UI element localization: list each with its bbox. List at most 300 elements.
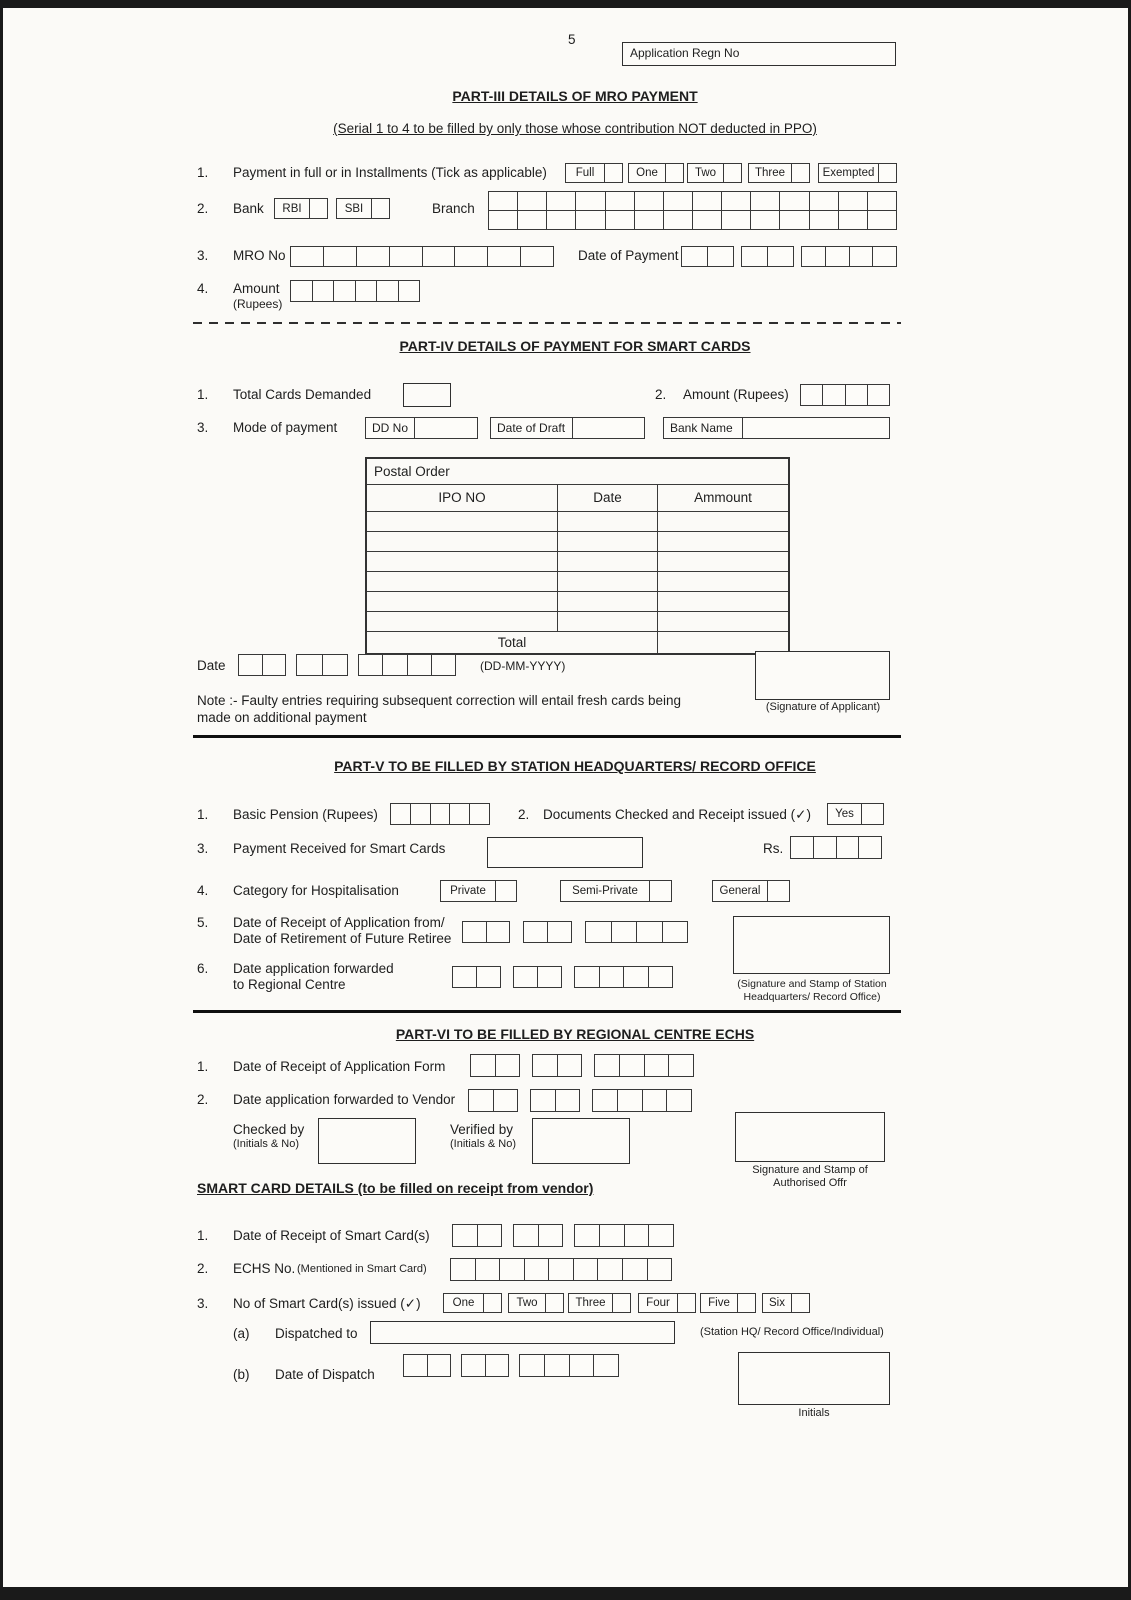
grid-cell[interactable]	[693, 191, 722, 211]
dd-no-label: DD No	[365, 417, 415, 439]
postal-date-cell[interactable]	[557, 612, 657, 631]
payment-date-day-cells[interactable]	[681, 246, 734, 267]
grid-cell[interactable]	[470, 1054, 496, 1077]
grid-cell[interactable]	[519, 1354, 545, 1377]
cards-two-label: Two	[508, 1293, 546, 1313]
grid-cell[interactable]	[488, 246, 521, 267]
p3-item1-num: 1.	[197, 165, 209, 180]
grid-cell[interactable]	[452, 966, 477, 988]
verified-by-box[interactable]	[532, 1118, 630, 1164]
sc-receipt-date-day-cells[interactable]	[452, 1224, 502, 1247]
postal-order-title: Postal Order	[374, 464, 450, 479]
grid-cell[interactable]	[664, 210, 693, 230]
initials-box[interactable]	[738, 1352, 890, 1405]
grid-cell[interactable]	[801, 246, 826, 267]
grid-cell[interactable]	[649, 1224, 674, 1247]
p4-note-line1: Note :- Faulty entries requiring subsequent correction will entail fresh cards being	[197, 693, 681, 708]
grid-cell[interactable]	[530, 1089, 556, 1112]
option-two-checkbox[interactable]	[724, 163, 742, 183]
option-three	[748, 163, 810, 183]
grid-cell[interactable]	[496, 1054, 521, 1077]
p6-receipt-date-year-cells[interactable]	[594, 1054, 694, 1077]
grid-cell[interactable]	[708, 246, 734, 267]
grid-cell[interactable]	[478, 1224, 503, 1247]
grid-cell[interactable]	[476, 1258, 501, 1281]
cards-four	[638, 1293, 696, 1313]
p4-item2-label: Amount (Rupees)	[683, 387, 789, 402]
grid-cell[interactable]	[600, 966, 625, 988]
checked-by-label: Checked by	[233, 1122, 305, 1137]
date-of-draft-input[interactable]	[573, 417, 645, 439]
dd-no-field	[365, 417, 478, 439]
postal-amount-cell[interactable]	[657, 512, 788, 531]
postal-ipo-cell[interactable]	[367, 512, 557, 531]
grid-cell[interactable]	[850, 246, 874, 267]
cards-one-label: One	[443, 1293, 484, 1313]
sc-item3-label: No of Smart Card(s) issued (✓)	[233, 1296, 421, 1311]
bank-name-input[interactable]	[743, 417, 890, 439]
postal-ipo-cell[interactable]	[367, 572, 557, 591]
grid-cell[interactable]	[649, 966, 674, 988]
grid-cell[interactable]	[810, 191, 839, 211]
postal-ipo-cell[interactable]	[367, 612, 557, 631]
grid-cell[interactable]	[313, 280, 335, 302]
grid-cell[interactable]	[645, 1054, 670, 1077]
part3-title: PART-III DETAILS OF MRO PAYMENT	[452, 88, 698, 104]
yes-label: Yes	[827, 803, 862, 825]
grid-cell[interactable]	[513, 966, 538, 988]
dispatched-to-note: (Station HQ/ Record Office/Individual)	[700, 1326, 884, 1338]
dashed-divider	[193, 322, 901, 324]
branch-cells-row1[interactable]	[488, 191, 897, 211]
grid-cell[interactable]	[810, 210, 839, 230]
sc-receipt-date-month-cells[interactable]	[513, 1224, 563, 1247]
total-cards-demanded-box[interactable]	[403, 383, 451, 407]
postal-amount-cell[interactable]	[657, 532, 788, 551]
grid-cell[interactable]	[390, 246, 423, 267]
grid-cell[interactable]	[574, 1258, 599, 1281]
amount-rupees-cells[interactable]	[290, 280, 420, 302]
grid-cell[interactable]	[377, 280, 399, 302]
grid-cell[interactable]	[846, 384, 868, 406]
grid-cell[interactable]	[635, 191, 664, 211]
sc-item1-label: Date of Receipt of Smart Card(s)	[233, 1228, 430, 1243]
category-private-checkbox[interactable]	[496, 880, 517, 902]
grid-cell[interactable]	[558, 1054, 583, 1077]
grid-cell[interactable]	[620, 1054, 645, 1077]
station-hq-signature-line2: Headquarters/ Record Office)	[743, 991, 881, 1003]
grid-cell[interactable]	[663, 921, 689, 943]
postal-ipo-cell[interactable]	[367, 552, 557, 571]
postal-col-ipo-no: IPO NO	[438, 490, 486, 505]
postal-date-cell[interactable]	[557, 592, 657, 611]
p3-item3-label: MRO No	[233, 248, 286, 263]
grid-cell[interactable]	[868, 384, 890, 406]
dispatch-date-year-cells[interactable]	[519, 1354, 619, 1377]
p6-item2-label: Date application forwarded to Vendor	[233, 1092, 456, 1107]
grid-cell[interactable]	[488, 191, 518, 211]
branch-cells-row2[interactable]	[488, 210, 897, 230]
grid-cell[interactable]	[722, 210, 751, 230]
cards-two-checkbox[interactable]	[546, 1293, 564, 1313]
rs-label: Rs.	[763, 841, 784, 856]
p4-item1-num: 1.	[197, 387, 209, 402]
grid-cell[interactable]	[452, 1224, 478, 1247]
grid-cell[interactable]	[468, 1089, 494, 1112]
p6-vendor-date-month-cells[interactable]	[530, 1089, 580, 1112]
grid-cell[interactable]	[768, 246, 794, 267]
grid-cell[interactable]	[462, 921, 487, 943]
dispatched-to-box[interactable]	[370, 1321, 675, 1344]
verified-by-sub: (Initials & No)	[450, 1138, 517, 1150]
cards-three	[568, 1293, 631, 1313]
grid-cell[interactable]	[523, 921, 548, 943]
p5-item5-num: 5.	[197, 915, 209, 930]
postal-col-amount: Ammount	[657, 485, 788, 511]
grid-cell[interactable]	[606, 191, 635, 211]
bank-sbi	[336, 198, 390, 219]
p6-item1-label: Date of Receipt of Application Form	[233, 1059, 446, 1074]
grid-cell[interactable]	[532, 1054, 558, 1077]
grid-cell[interactable]	[574, 966, 600, 988]
p5-item6-line2: to Regional Centre	[233, 977, 346, 992]
postal-date-cell[interactable]	[557, 572, 657, 591]
part4-title: PART-IV DETAILS OF PAYMENT FOR SMART CARDS	[399, 338, 751, 354]
p4-item2-num: 2.	[655, 387, 667, 402]
grid-cell[interactable]	[800, 384, 823, 406]
postal-ipo-cell[interactable]	[367, 532, 557, 551]
dispatch-date-day-cells[interactable]	[403, 1354, 451, 1377]
grid-cell[interactable]	[539, 1224, 564, 1247]
postal-row	[367, 571, 788, 591]
category-general-checkbox[interactable]	[768, 880, 790, 902]
date-format-hint: (DD-MM-YYYY)	[480, 659, 566, 673]
grid-cell[interactable]	[432, 654, 456, 676]
grid-cell[interactable]	[576, 210, 605, 230]
postal-total-cell[interactable]	[657, 632, 788, 653]
p5-item5-line2: Date of Retirement of Future Retiree	[233, 931, 452, 946]
authorised-offr-signature-box[interactable]	[735, 1112, 885, 1162]
section-divider-2	[193, 1010, 901, 1013]
grid-cell[interactable]	[625, 1224, 650, 1247]
option-exempted-checkbox[interactable]	[879, 163, 897, 183]
grid-cell[interactable]	[585, 921, 612, 943]
grid-cell[interactable]	[873, 246, 897, 267]
cards-one	[443, 1293, 502, 1313]
grid-cell[interactable]	[839, 210, 868, 230]
grid-cell[interactable]	[635, 210, 664, 230]
grid-cell[interactable]	[667, 1089, 692, 1112]
postal-amount-cell[interactable]	[657, 592, 788, 611]
option-one	[628, 163, 684, 183]
bank-rbi-checkbox[interactable]	[310, 198, 328, 219]
date-of-draft-label: Date of Draft	[490, 417, 573, 439]
grid-cell[interactable]	[324, 246, 357, 267]
postal-total-label: Total	[497, 635, 527, 650]
grid-cell[interactable]	[334, 280, 356, 302]
grid-cell[interactable]	[669, 1054, 694, 1077]
grid-cell[interactable]	[296, 654, 323, 676]
grid-cell[interactable]	[521, 246, 554, 267]
grid-cell[interactable]	[780, 210, 809, 230]
grid-cell[interactable]	[455, 246, 488, 267]
grid-cell[interactable]	[428, 1354, 452, 1377]
p3-item4-sub: (Rupees)	[233, 297, 283, 311]
p6-vendor-date-year-cells[interactable]	[592, 1089, 692, 1112]
application-regn-box[interactable]	[622, 42, 896, 66]
p5-receipt-date-month-cells[interactable]	[523, 921, 572, 943]
grid-cell[interactable]	[693, 210, 722, 230]
p4-amount-cells[interactable]	[800, 384, 890, 406]
dispatch-date-month-cells[interactable]	[461, 1354, 509, 1377]
postal-date-cell[interactable]	[557, 552, 657, 571]
cards-four-checkbox[interactable]	[678, 1293, 696, 1313]
payment-received-box[interactable]	[487, 837, 643, 868]
grid-cell[interactable]	[461, 1354, 486, 1377]
echs-no-cells[interactable]	[450, 1258, 672, 1281]
grid-cell[interactable]	[356, 280, 378, 302]
grid-cell[interactable]	[518, 210, 547, 230]
p6-item1-num: 1.	[197, 1059, 209, 1074]
grid-cell[interactable]	[358, 654, 383, 676]
postal-amount-cell[interactable]	[657, 572, 788, 591]
grid-cell[interactable]	[486, 1354, 510, 1377]
postal-date-cell[interactable]	[557, 532, 657, 551]
initials-label: Initials	[798, 1407, 830, 1419]
grid-cell[interactable]	[408, 654, 432, 676]
option-one-checkbox[interactable]	[666, 163, 684, 183]
scan-edge-bottom	[0, 1587, 1131, 1600]
grid-cell[interactable]	[594, 1054, 620, 1077]
checked-by-box[interactable]	[318, 1118, 416, 1164]
grid-cell[interactable]	[547, 210, 576, 230]
mro-no-cells[interactable]	[290, 246, 554, 267]
grid-cell[interactable]	[751, 210, 780, 230]
bank-sbi-checkbox[interactable]	[372, 198, 390, 219]
postal-col-date: Date	[557, 485, 657, 511]
grid-cell[interactable]	[525, 1258, 550, 1281]
cards-two	[508, 1293, 564, 1313]
grid-cell[interactable]	[751, 191, 780, 211]
grid-cell[interactable]	[411, 803, 431, 825]
authorised-offr-signature-line1: Signature and Stamp of	[752, 1164, 868, 1176]
p5-item4-label: Category for Hospitalisation	[233, 883, 399, 898]
scan-edge-top	[0, 0, 1131, 8]
postal-order-table	[365, 457, 790, 655]
bank-rbi-label: RBI	[274, 198, 310, 219]
grid-cell[interactable]	[357, 246, 390, 267]
grid-cell[interactable]	[518, 191, 547, 211]
grid-cell[interactable]	[664, 191, 693, 211]
cards-six	[762, 1293, 810, 1313]
grid-cell[interactable]	[556, 1089, 581, 1112]
option-full-checkbox[interactable]	[605, 163, 623, 183]
cards-six-label: Six	[762, 1293, 792, 1313]
grid-cell[interactable]	[837, 836, 860, 859]
option-two-label: Two	[687, 163, 724, 183]
grid-cell[interactable]	[637, 921, 663, 943]
grid-cell[interactable]	[538, 966, 562, 988]
sc-receipt-date-year-cells[interactable]	[574, 1224, 674, 1247]
category-semi-private-checkbox[interactable]	[650, 880, 672, 902]
basic-pension-cells[interactable]	[390, 803, 490, 825]
grid-cell[interactable]	[494, 1089, 519, 1112]
grid-cell[interactable]	[823, 384, 845, 406]
sc-itema-num: (a)	[233, 1326, 250, 1341]
grid-cell[interactable]	[487, 921, 511, 943]
station-hq-signature-box[interactable]	[733, 916, 890, 974]
grid-cell[interactable]	[790, 836, 814, 859]
grid-cell[interactable]	[618, 1089, 643, 1112]
bank-name-field	[663, 417, 890, 439]
p5-forwarded-date-month-cells[interactable]	[513, 966, 562, 988]
date-of-draft-field	[490, 417, 645, 439]
option-three-label: Three	[748, 163, 792, 183]
p6-item2-num: 2.	[197, 1092, 209, 1107]
p4-date-label: Date	[197, 658, 226, 673]
grid-cell[interactable]	[450, 1258, 476, 1281]
grid-cell[interactable]	[594, 1354, 619, 1377]
sc-item1-num: 1.	[197, 1228, 209, 1243]
grid-cell[interactable]	[450, 803, 470, 825]
p4-item3-num: 3.	[197, 420, 209, 435]
grid-cell[interactable]	[545, 1354, 570, 1377]
grid-cell[interactable]	[814, 836, 837, 859]
cards-four-label: Four	[638, 1293, 678, 1313]
authorised-offr-signature-line2: Authorised Offr	[773, 1177, 847, 1189]
p4-date-month-cells[interactable]	[296, 654, 348, 676]
p5-item3-label: Payment Received for Smart Cards	[233, 841, 446, 856]
grid-cell[interactable]	[741, 246, 768, 267]
grid-cell[interactable]	[323, 654, 349, 676]
p5-receipt-date-year-cells[interactable]	[585, 921, 688, 943]
p3-item2-num: 2.	[197, 201, 209, 216]
p5-receipt-date-day-cells[interactable]	[462, 921, 510, 943]
grid-cell[interactable]	[839, 191, 868, 211]
grid-cell[interactable]	[238, 654, 263, 676]
cards-one-checkbox[interactable]	[484, 1293, 502, 1313]
grid-cell[interactable]	[722, 191, 751, 211]
grid-cell[interactable]	[859, 836, 882, 859]
grid-cell[interactable]	[624, 966, 649, 988]
grid-cell[interactable]	[549, 1258, 574, 1281]
category-private	[440, 880, 517, 902]
p4-date-year-cells[interactable]	[358, 654, 456, 676]
grid-cell[interactable]	[648, 1258, 673, 1281]
grid-cell[interactable]	[477, 966, 501, 988]
grid-cell[interactable]	[623, 1258, 648, 1281]
p3-item4-label: Amount	[233, 281, 280, 296]
grid-cell[interactable]	[470, 803, 490, 825]
p5-forwarded-date-year-cells[interactable]	[574, 966, 673, 988]
p3-item4-num: 4.	[197, 281, 209, 296]
postal-row	[367, 531, 788, 551]
p6-receipt-date-month-cells[interactable]	[532, 1054, 582, 1077]
grid-cell[interactable]	[403, 1354, 428, 1377]
postal-ipo-cell[interactable]	[367, 592, 557, 611]
grid-cell[interactable]	[868, 210, 897, 230]
grid-cell[interactable]	[826, 246, 850, 267]
p6-vendor-date-day-cells[interactable]	[468, 1089, 518, 1112]
p4-date-day-cells[interactable]	[238, 654, 286, 676]
part6-title: PART-VI TO BE FILLED BY REGIONAL CENTRE ECHS	[395, 1026, 755, 1042]
option-exempted	[818, 163, 897, 183]
postal-row	[367, 591, 788, 611]
applicant-signature-box[interactable]	[755, 651, 890, 700]
option-two	[687, 163, 742, 183]
grid-cell[interactable]	[598, 1258, 623, 1281]
postal-total-row	[367, 631, 788, 653]
grid-cell[interactable]	[570, 1354, 595, 1377]
postal-amount-cell[interactable]	[657, 552, 788, 571]
p4-item3-label: Mode of payment	[233, 420, 338, 435]
p6-receipt-date-day-cells[interactable]	[470, 1054, 520, 1077]
grid-cell[interactable]	[431, 803, 451, 825]
grid-cell[interactable]	[513, 1224, 539, 1247]
grid-cell[interactable]	[548, 921, 572, 943]
section-divider-1	[193, 735, 901, 738]
grid-cell[interactable]	[606, 210, 635, 230]
grid-cell[interactable]	[290, 246, 324, 267]
payment-date-month-cells[interactable]	[741, 246, 794, 267]
grid-cell[interactable]	[592, 1089, 618, 1112]
grid-cell[interactable]	[547, 191, 576, 211]
checked-by-sub: (Initials & No)	[233, 1138, 300, 1150]
date-of-payment-label: Date of Payment	[578, 248, 679, 263]
grid-cell[interactable]	[290, 280, 313, 302]
grid-cell[interactable]	[612, 921, 638, 943]
cards-five-checkbox[interactable]	[738, 1293, 756, 1313]
p3-item2-label: Bank	[233, 201, 264, 216]
grid-cell[interactable]	[383, 654, 407, 676]
smart-card-title: SMART CARD DETAILS (to be filled on receipt from vendor)	[197, 1180, 594, 1196]
applicant-signature-label: (Signature of Applicant)	[765, 701, 881, 713]
grid-cell[interactable]	[600, 1224, 625, 1247]
grid-cell[interactable]	[681, 246, 708, 267]
grid-cell[interactable]	[423, 246, 456, 267]
rs-amount-cells[interactable]	[790, 836, 882, 859]
sc-itemb-num: (b)	[233, 1367, 250, 1382]
cards-five-label: Five	[700, 1293, 738, 1313]
p5-item3-num: 3.	[197, 841, 209, 856]
p5-forwarded-date-day-cells[interactable]	[452, 966, 501, 988]
category-semi-private	[560, 880, 672, 902]
grid-cell[interactable]	[488, 210, 518, 230]
authorised-offr-signature-label	[728, 1164, 892, 1190]
sc-item2-num: 2.	[197, 1261, 209, 1276]
p5-item6-num: 6.	[197, 961, 209, 976]
postal-amount-cell[interactable]	[657, 612, 788, 631]
grid-cell[interactable]	[263, 654, 287, 676]
postal-header-row	[367, 484, 788, 511]
grid-cell[interactable]	[868, 191, 897, 211]
grid-cell[interactable]	[780, 191, 809, 211]
yes-checkbox[interactable]	[862, 803, 884, 825]
grid-cell[interactable]	[390, 803, 411, 825]
grid-cell[interactable]	[574, 1224, 600, 1247]
branch-label: Branch	[432, 201, 475, 216]
dd-no-input[interactable]	[415, 417, 478, 439]
grid-cell[interactable]	[500, 1258, 525, 1281]
payment-date-year-cells[interactable]	[801, 246, 897, 267]
option-three-checkbox[interactable]	[792, 163, 810, 183]
cards-six-checkbox[interactable]	[792, 1293, 810, 1313]
cards-three-checkbox[interactable]	[613, 1293, 631, 1313]
grid-cell[interactable]	[399, 280, 421, 302]
postal-date-cell[interactable]	[557, 512, 657, 531]
grid-cell[interactable]	[576, 191, 605, 211]
grid-cell[interactable]	[643, 1089, 668, 1112]
